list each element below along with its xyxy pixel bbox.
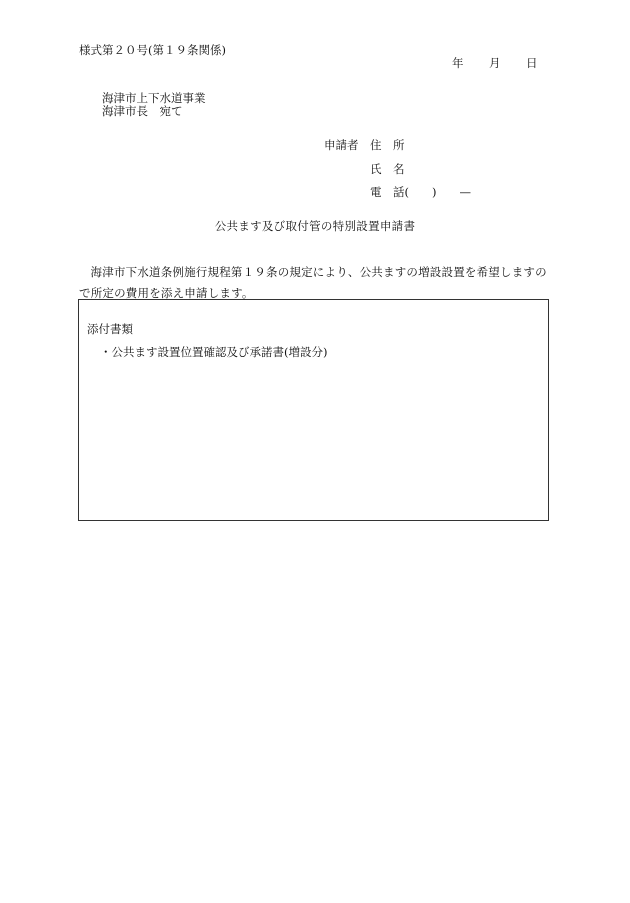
addressee-mayor: 海津市長 宛て <box>102 104 183 118</box>
applicant-name-label: 氏 名 <box>370 162 405 176</box>
attachment-item: ・公共ます設置位置確認及び承諾書(増設分) <box>100 345 328 359</box>
applicant-label: 申請者 <box>324 138 359 152</box>
addressee-organization: 海津市上下水道事業 <box>102 91 206 105</box>
document-title: 公共ます及び取付管の特別設置申請書 <box>214 219 416 233</box>
applicant-phone-label: 電 話( ) — <box>370 185 471 199</box>
date-line <box>452 58 538 70</box>
application-statement: 海津市下水道条例施行規程第１９条の規定により、公共ますの増設設置を希望しますので所定の費用を添え申請します。 <box>79 265 547 300</box>
attachments-heading: 添付書類 <box>87 322 133 336</box>
date-day-label: 日 <box>526 56 538 70</box>
date-month-label: 月 <box>489 56 501 70</box>
date-year-label: 年 <box>452 56 464 70</box>
attachments-box <box>78 299 549 521</box>
applicant-address-label: 住 所 <box>370 138 405 152</box>
form-number: 様式第２０号(第１９条関係) <box>79 43 226 57</box>
